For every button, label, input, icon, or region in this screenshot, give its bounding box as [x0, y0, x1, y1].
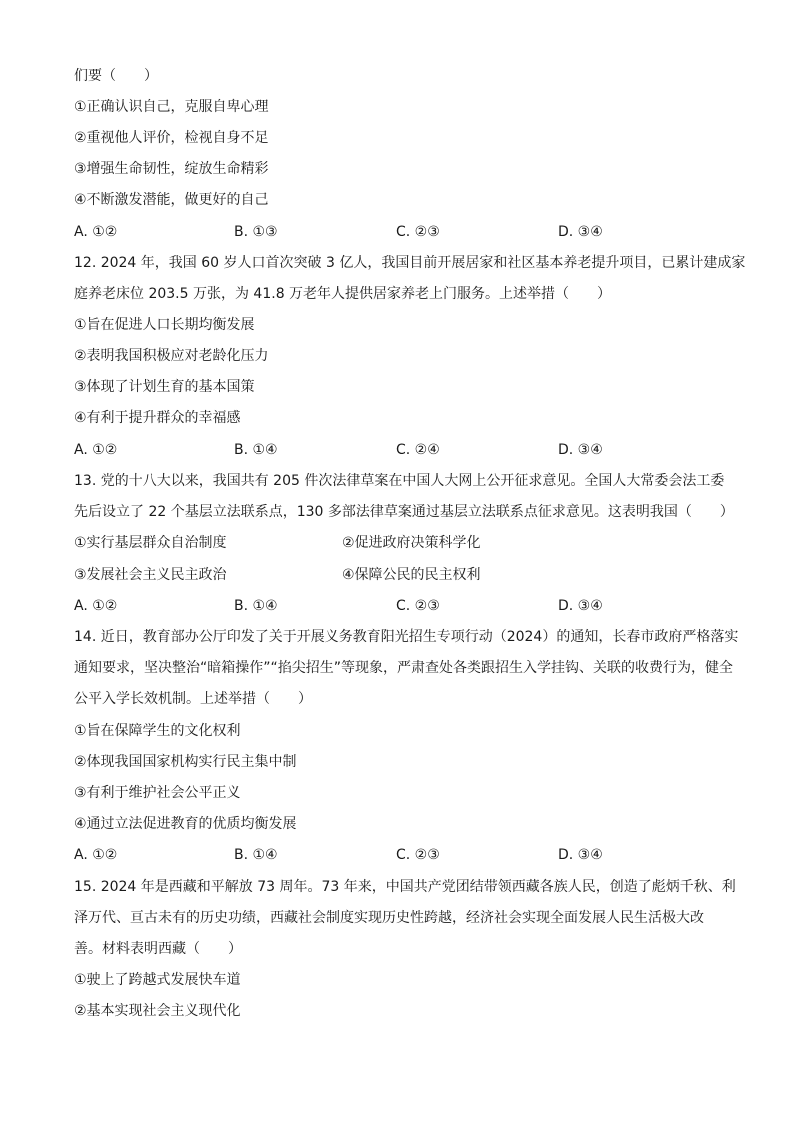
q11-item-3: ③增强生命韧性，绽放生命精彩 — [74, 161, 269, 177]
q13-item-1: ①实行基层群众自治制度 — [74, 535, 227, 551]
q12-stem-line-2: 庭养老床位 203.5 万张，为 41.8 万老年人提供居家养老上门服务。上述举措（ ） — [74, 286, 612, 302]
q12-item-1: ①旨在促进人口长期均衡发展 — [74, 317, 255, 333]
q15-stem-line-2: 泽万代、亘古未有的历史功绩，西藏社会制度实现历史性跨越，经济社会实现全面发展人民生活极大改 — [74, 910, 704, 926]
q11-option-d: D. ③④ — [558, 224, 603, 240]
q13-stem-line-2: 先后设立了 22 个基层立法联系点，130 多部法律草案通过基层立法联系点征求意见。这表明我国（ ） — [74, 504, 734, 520]
q11-item-2: ②重视他人评价，检视自身不足 — [74, 130, 269, 146]
q12-option-a: A. ①② — [74, 442, 118, 458]
q15-item-1: ①驶上了跨越式发展快车道 — [74, 972, 241, 988]
q15-stem-line-3: 善。材料表明西藏（ ） — [74, 941, 242, 957]
q13-option-d: D. ③④ — [558, 598, 603, 614]
q13-option-a: A. ①② — [74, 598, 118, 614]
q13-item-3: ③发展社会主义民主政治 — [74, 567, 227, 583]
q12-item-4: ④有利于提升群众的幸福感 — [74, 410, 241, 426]
q11-option-b: B. ①③ — [234, 224, 278, 240]
q14-stem-line-1: 14. 近日，教育部办公厅印发了关于开展义务教育阳光招生专项行动（2024）的通知，长春市政府严格落实 — [74, 629, 739, 645]
q14-option-b: B. ①④ — [234, 847, 278, 863]
q12-stem-line-1: 12. 2024 年，我国 60 岁人口首次突破 3 亿人，我国目前开展居家和社区基本养老提升项目，已累计建成家 — [74, 255, 746, 271]
q11-item-1: ①正确认识自己，克服自卑心理 — [74, 99, 269, 115]
q14-item-1: ①旨在保障学生的文化权利 — [74, 723, 241, 739]
q11-option-a: A. ①② — [74, 224, 118, 240]
q12-item-3: ③体现了计划生育的基本国策 — [74, 379, 255, 395]
q14-stem-line-3: 公平入学长效机制。上述举措（ ） — [74, 691, 312, 707]
q13-option-b: B. ①④ — [234, 598, 278, 614]
q13-item-2: ②促进政府决策科学化 — [342, 535, 481, 551]
q15-stem-line-1: 15. 2024 年是西藏和平解放 73 周年。73 年来，中国共产党团结带领西藏各族人民，创造了彪炳千秋、利 — [74, 879, 736, 895]
q12-option-c: C. ②④ — [396, 442, 440, 458]
q14-option-c: C. ②③ — [396, 847, 440, 863]
q12-option-b: B. ①④ — [234, 442, 278, 458]
q14-item-4: ④通过立法促进教育的优质均衡发展 — [74, 816, 297, 832]
q11-option-c: C. ②③ — [396, 224, 440, 240]
q12-option-d: D. ③④ — [558, 442, 603, 458]
q13-item-4: ④保障公民的民主权利 — [342, 567, 481, 583]
q13-stem-line-1: 13. 党的十八大以来，我国共有 205 件次法律草案在中国人大网上公开征求意见。全国人大常委会法工委 — [74, 473, 725, 489]
q11-item-4: ④不断激发潜能，做更好的自己 — [74, 192, 269, 208]
q14-stem-line-2: 通知要求，坚决整治“暗箱操作”“掐尖招生”等现象，严肃查处各类跟招生入学挂钩、关联的收费行为，健全 — [74, 660, 734, 676]
q15-item-2: ②基本实现社会主义现代化 — [74, 1003, 241, 1019]
q13-option-c: C. ②③ — [396, 598, 440, 614]
q14-option-d: D. ③④ — [558, 847, 603, 863]
q14-item-3: ③有利于维护社会公平正义 — [74, 785, 241, 801]
q14-item-2: ②体现我国国家机构实行民主集中制 — [74, 754, 297, 770]
q11-stem-tail: 们要（ ） — [74, 68, 158, 84]
q12-item-2: ②表明我国积极应对老龄化压力 — [74, 348, 269, 364]
q14-option-a: A. ①② — [74, 847, 118, 863]
